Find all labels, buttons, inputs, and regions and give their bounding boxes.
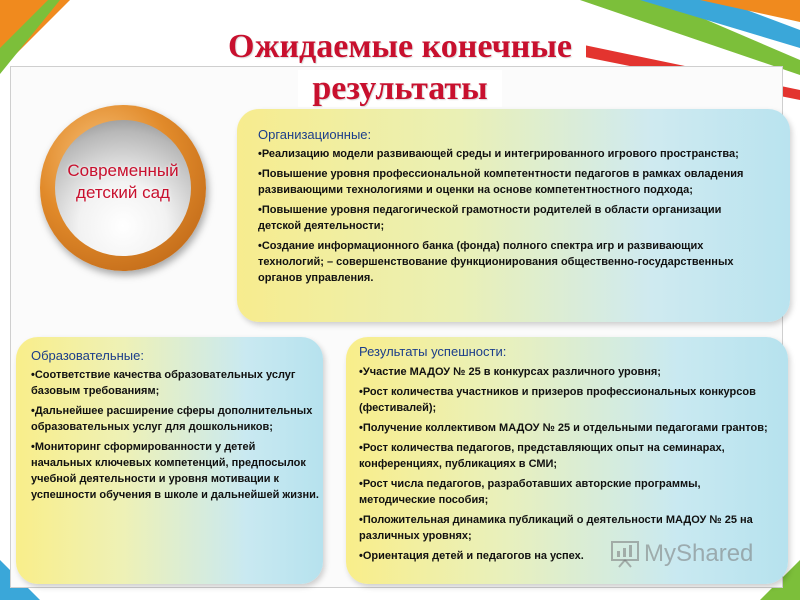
list-item: •Реализацию модели развивающей среды и интегрированного игрового пространства;	[258, 148, 739, 160]
watermark-text: MyShared	[644, 540, 754, 567]
list-item: •Повышение уровня педагогической грамотности родителей в области организации детской деятельности;	[258, 204, 722, 232]
list-item: •Участие МАДОУ № 25 в конкурсах различного уровня;	[359, 366, 661, 378]
presentation-board-icon	[610, 540, 640, 568]
list-item: •Мониторинг сформированности у детей начальных ключевых компетенций, предпосылок учебной деятельности и уровня мотивации к успешности обучения в школе и дальнейшей жизни.	[31, 441, 319, 501]
organizational-list	[258, 146, 758, 290]
title-line-2: результаты	[298, 70, 501, 107]
list-item: •Рост числа педагогов, разработавших авторские программы, методические пособия;	[359, 478, 701, 506]
list-item: •Получение коллективом МАДОУ № 25 и отдельными педагогами грантов;	[359, 422, 768, 434]
list-item: •Рост количества педагогов, представляющих опыт на семинарах, конференциях, публикациях в СМИ;	[359, 442, 725, 470]
list-item: •Ориентация детей и педагогов на успех.	[359, 550, 584, 562]
title-line-1: Ожидаемые конечные	[214, 28, 586, 65]
list-item: •Рост количества участников и призеров профессиональных конкурсов (фестивалей);	[359, 386, 756, 414]
educational-list	[31, 367, 319, 507]
educational-heading: Образовательные:	[31, 348, 144, 363]
organizational-heading: Организационные:	[258, 127, 372, 142]
list-item: •Создание информационного банка (фонда) полного спектра игр и развивающих технологий; – совершенствование функционирования общественно-государственных органов управления.	[258, 240, 734, 284]
list-item: •Дальнейшее расширение сферы дополнительных образовательных услуг для дошкольников;	[31, 405, 313, 433]
list-item: •Соответствие качества образовательных услуг базовым требованиям;	[31, 369, 296, 397]
list-item: •Повышение уровня профессиональной компетентности педагогов в рамках овладения развивающими технологиями и оценки на основе компетентностного подхода;	[258, 168, 744, 196]
center-label-line-1: Современный	[67, 161, 179, 180]
watermark	[610, 538, 770, 572]
success-heading: Результаты успешности:	[359, 344, 507, 359]
slide-title	[0, 26, 800, 110]
center-label	[44, 160, 202, 204]
list-item: •Положительная динамика публикаций о деятельности МАДОУ № 25 на различных уровнях;	[359, 514, 753, 542]
center-label-line-2: детский сад	[76, 183, 170, 202]
